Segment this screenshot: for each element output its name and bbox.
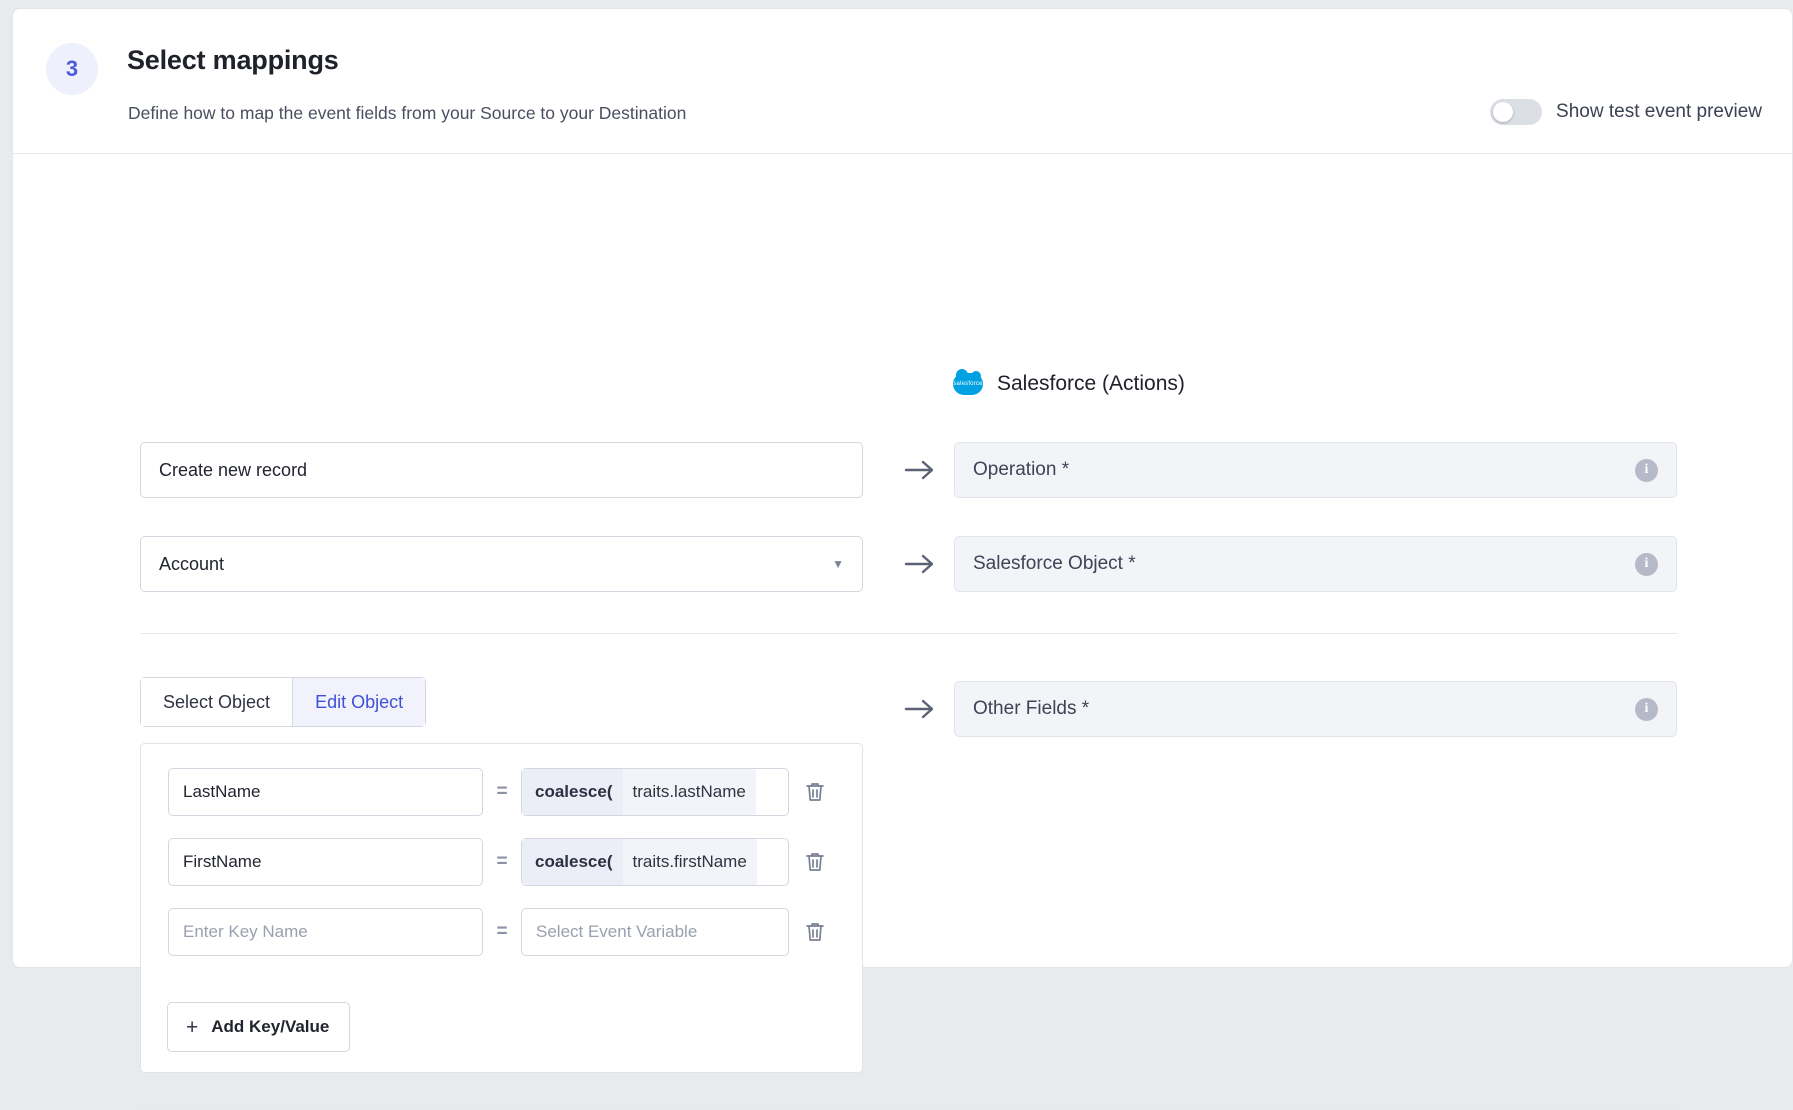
operation-source-input[interactable] (140, 442, 863, 498)
key-input-lastname[interactable] (168, 768, 483, 816)
show-test-event-preview-toggle[interactable] (1490, 99, 1542, 125)
toggle-knob-icon (1493, 102, 1513, 122)
card-header (13, 9, 1792, 154)
info-icon-other-fields[interactable]: i (1635, 698, 1658, 721)
page-title: Select mappings (127, 45, 339, 75)
page-subtitle: Define how to map the event fields from your Source to your Destination (128, 103, 687, 123)
plus-icon: + (186, 1015, 199, 1039)
destination-name: Salesforce (Actions) (997, 372, 1185, 395)
object-mode-tabs (140, 677, 426, 727)
delete-row-icon[interactable] (804, 920, 826, 944)
delete-row-icon[interactable] (804, 780, 826, 804)
salesforce-logo-text: salesforce (953, 381, 983, 387)
chevron-down-icon: ▼ (832, 557, 844, 571)
equals-sign-icon: = (496, 781, 508, 802)
add-key-value-button[interactable] (167, 1002, 350, 1052)
value-input-new-placeholder: Select Event Variable (536, 922, 698, 941)
key-input-new-placeholder: Enter Key Name (183, 922, 308, 941)
salesforce-object-destination-field[interactable] (954, 536, 1677, 592)
value-input-firstname[interactable] (521, 838, 789, 886)
value-input-lastname[interactable] (521, 768, 789, 816)
key-value-row (168, 838, 826, 886)
value-function-chip: coalesce( (522, 769, 623, 815)
other-fields-destination-field[interactable] (954, 681, 1677, 737)
mapping-arrow-icon-3 (903, 697, 937, 721)
value-variable-chip: traits.lastName (623, 769, 756, 815)
salesforce-logo-icon (953, 373, 983, 395)
show-test-event-preview-label: Show test event preview (1556, 101, 1762, 122)
operation-destination-label: Operation * (973, 459, 1070, 480)
select-mappings-card (12, 8, 1793, 1039)
value-input-new[interactable] (521, 908, 789, 956)
key-value-row (168, 908, 826, 956)
other-fields-destination-label: Other Fields * (973, 698, 1090, 719)
salesforce-object-source-value: Account (159, 553, 225, 574)
test-event-preview-toggle-group (1490, 99, 1762, 125)
section-divider-1 (140, 633, 1677, 634)
equals-sign-icon: = (496, 921, 508, 942)
tab-select-object[interactable]: Select Object (141, 678, 292, 726)
key-input-lastname-value: LastName (183, 782, 261, 801)
value-variable-chip: traits.firstName (623, 839, 757, 885)
salesforce-object-source-select[interactable] (140, 536, 863, 592)
operation-destination-field[interactable] (954, 442, 1677, 498)
step-number-badge: 3 (46, 43, 98, 95)
equals-sign-icon: = (496, 851, 508, 872)
delete-row-icon[interactable] (804, 850, 826, 874)
mapping-arrow-icon-2 (903, 552, 937, 576)
info-icon-salesforce-object[interactable]: i (1635, 553, 1658, 576)
key-input-firstname[interactable] (168, 838, 483, 886)
operation-source-value: Create new record (159, 459, 308, 480)
key-input-new[interactable] (168, 908, 483, 956)
key-input-firstname-value: FirstName (183, 852, 262, 871)
add-key-value-label: Add Key/Value (211, 1017, 330, 1036)
value-function-chip: coalesce( (522, 839, 623, 885)
destination-header (953, 372, 1185, 396)
mapping-arrow-icon-1 (903, 458, 937, 482)
salesforce-object-destination-label: Salesforce Object * (973, 553, 1136, 574)
info-icon-operation[interactable]: i (1635, 459, 1658, 482)
tab-edit-object[interactable]: Edit Object (292, 678, 425, 726)
key-value-row (168, 768, 826, 816)
